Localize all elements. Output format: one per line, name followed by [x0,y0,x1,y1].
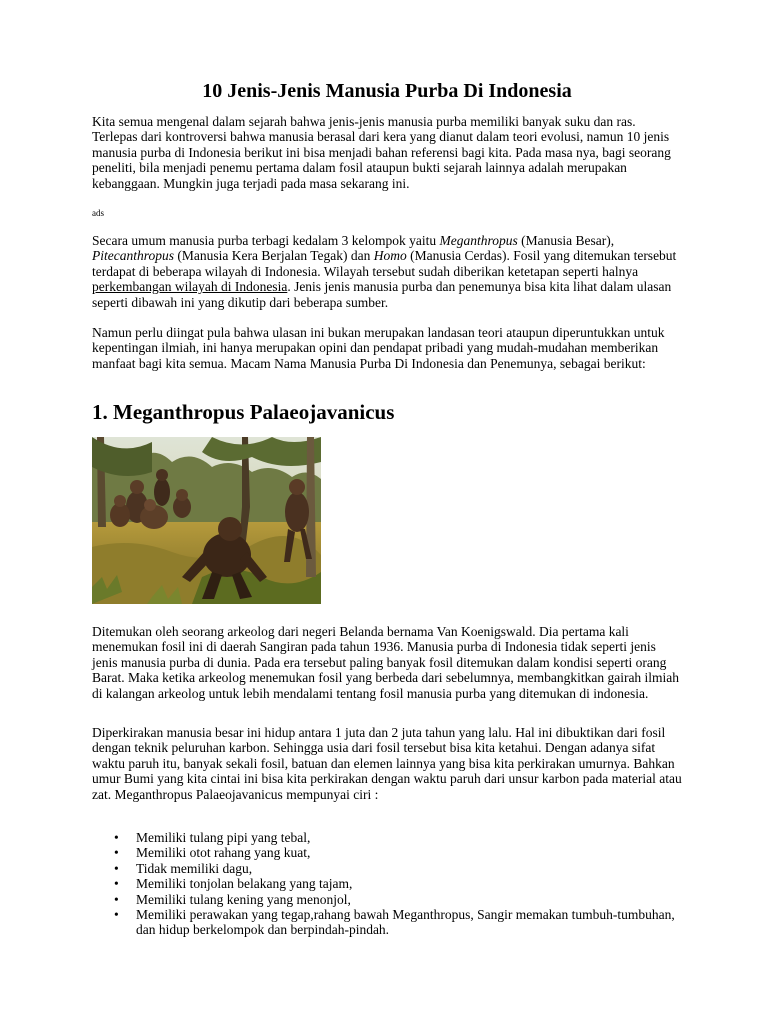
list-item [92,830,682,845]
page-title: 10 Jenis-Jenis Manusia Purba Di Indonesia [202,80,572,102]
list-item [92,861,682,876]
bullet-icon: • [114,907,119,923]
trait-text: Memiliki tulang kening yang menonjol, [136,891,351,907]
term-homo: Homo [373,248,407,264]
trait-text: Tidak memiliki dagu, [136,860,253,876]
trait-text: Memiliki otot rahang yang kuat, [136,845,311,861]
bullet-icon: • [114,860,119,876]
bullet-icon: • [114,891,119,907]
list-item [92,892,682,907]
list-item [92,876,682,891]
groups-text-2: (Manusia Besar), [517,233,615,248]
list-item [92,845,682,860]
section1-paragraph-2: Diperkirakan manusia besar ini hidup antara 1 juta dan 2 juta tahun yang lalu. Hal ini dibuktikan dari fosil dengan teknik peluruhan karbon. Sehingga usia dari fosil tersebut bisa kita ketahui. Dengan adanya sifat waktu paruh itu, banyak sekali fosil, batuan dan elemen lainnya yang bisa kita perkirakan umurnya. Bahkan umur Bumi yang kita cintai ini bisa kita perkirakan dengan waktu paruh dari unsur karbon pada material atau zat. Meganthropus Palaeojavanicus mempunyai ciri : [92,725,682,802]
meganthropus-illustration [92,437,321,604]
list-item [92,907,682,938]
link-perkembangan-wilayah[interactable]: perkembangan wilayah di Indonesia [92,279,288,295]
groups-text-5: . Jenis jenis manusia purba dan penemunya bisa kita lihat dalam ulasan seperti dibawah ini yang dikutip dari beberapa sumber. [92,279,672,310]
intro-paragraph: Kita semua mengenal dalam sejarah bahwa jenis-jenis manusia purba memiliki banyak suku dan ras. Terlepas dari kontroversi bahwa manusia berasal dari kera yang dianut dalam teori evolusi, namun 10 jenis manusia purba di Indonesia berikut ini bisa menjadi bahan referensi bagi kita. Pada masa nya, bagi seorang peneliti, bila menjadi penemu pertama dalam fosil ataupun bukti sejarah lainnya adalah merupakan kebanggaan. Mungkin juga terjadi pada masa sekarang ini. [92,114,671,191]
trait-text: Memiliki tulang pipi yang tebal, [136,830,311,845]
groups-text-1: Secara umum manusia purba terbagi kedalam 3 kelompok yaitu [92,233,440,248]
trait-text: Memiliki tonjolan belakang yang tajam, [136,876,353,892]
trait-text: Memiliki perawakan yang tegap,rahang bawah Meganthropus, Sangir memakan tumbuh-tumbuhan, dan hidup berkelompok dan berpindah-pindah. [136,907,675,938]
groups-text-3: (Manusia Kera Berjalan Tegak) dan [174,248,374,264]
traits-list [92,830,682,938]
bullet-icon: • [114,845,119,861]
term-meganthropus: Meganthropus [439,233,518,248]
groups-text-4: (Manusia Cerdas). Fosil yang ditemukan tersebut terdapat di beberapa wilayah di Indonesia. Wilayah tersebut sudah diberikan ketetapan seperti halnya [92,248,677,279]
term-pitecanthropus: Pitecanthropus [92,248,174,264]
ads-label: ads [92,208,104,218]
groups-paragraph [92,233,682,310]
section-heading-meganthropus: 1. Meganthropus Palaeojavanicus [92,400,395,424]
section1-paragraph-1: Ditemukan oleh seorang arkeolog dari negeri Belanda bernama Van Koenigswald. Dia pertama kali menemukan fosil ini di daerah Sangiran pada tahun 1936. Manusia purba di Indonesia tidak seperti jenis jenis manusia purba di dunia. Pada era tersebut paling banyak fosil ditemukan dalam kondisi seperti orang Barat. Maka ketika arkeolog menemukan fosil yang berbeda dari sebelumnya, membangkitkan gairah ilmiah di kalangan arkeolog untuk lebih mendalami tentang fosil manusia purba yang ditemukan di indonesia. [92,624,680,701]
bullet-icon: • [114,876,119,892]
bullet-icon: • [114,830,119,845]
note-paragraph: Namun perlu diingat pula bahwa ulasan ini bukan merupakan landasan teori ataupun diperuntukkan untuk kepentingan ilmiah, ini hanya merupakan opini dan pendapat pribadi yang mudah-mudahan memberikan manfaat bagi kita semua. Macam Nama Manusia Purba Di Indonesia dan Penemunya, sebagai berikut: [92,325,665,371]
